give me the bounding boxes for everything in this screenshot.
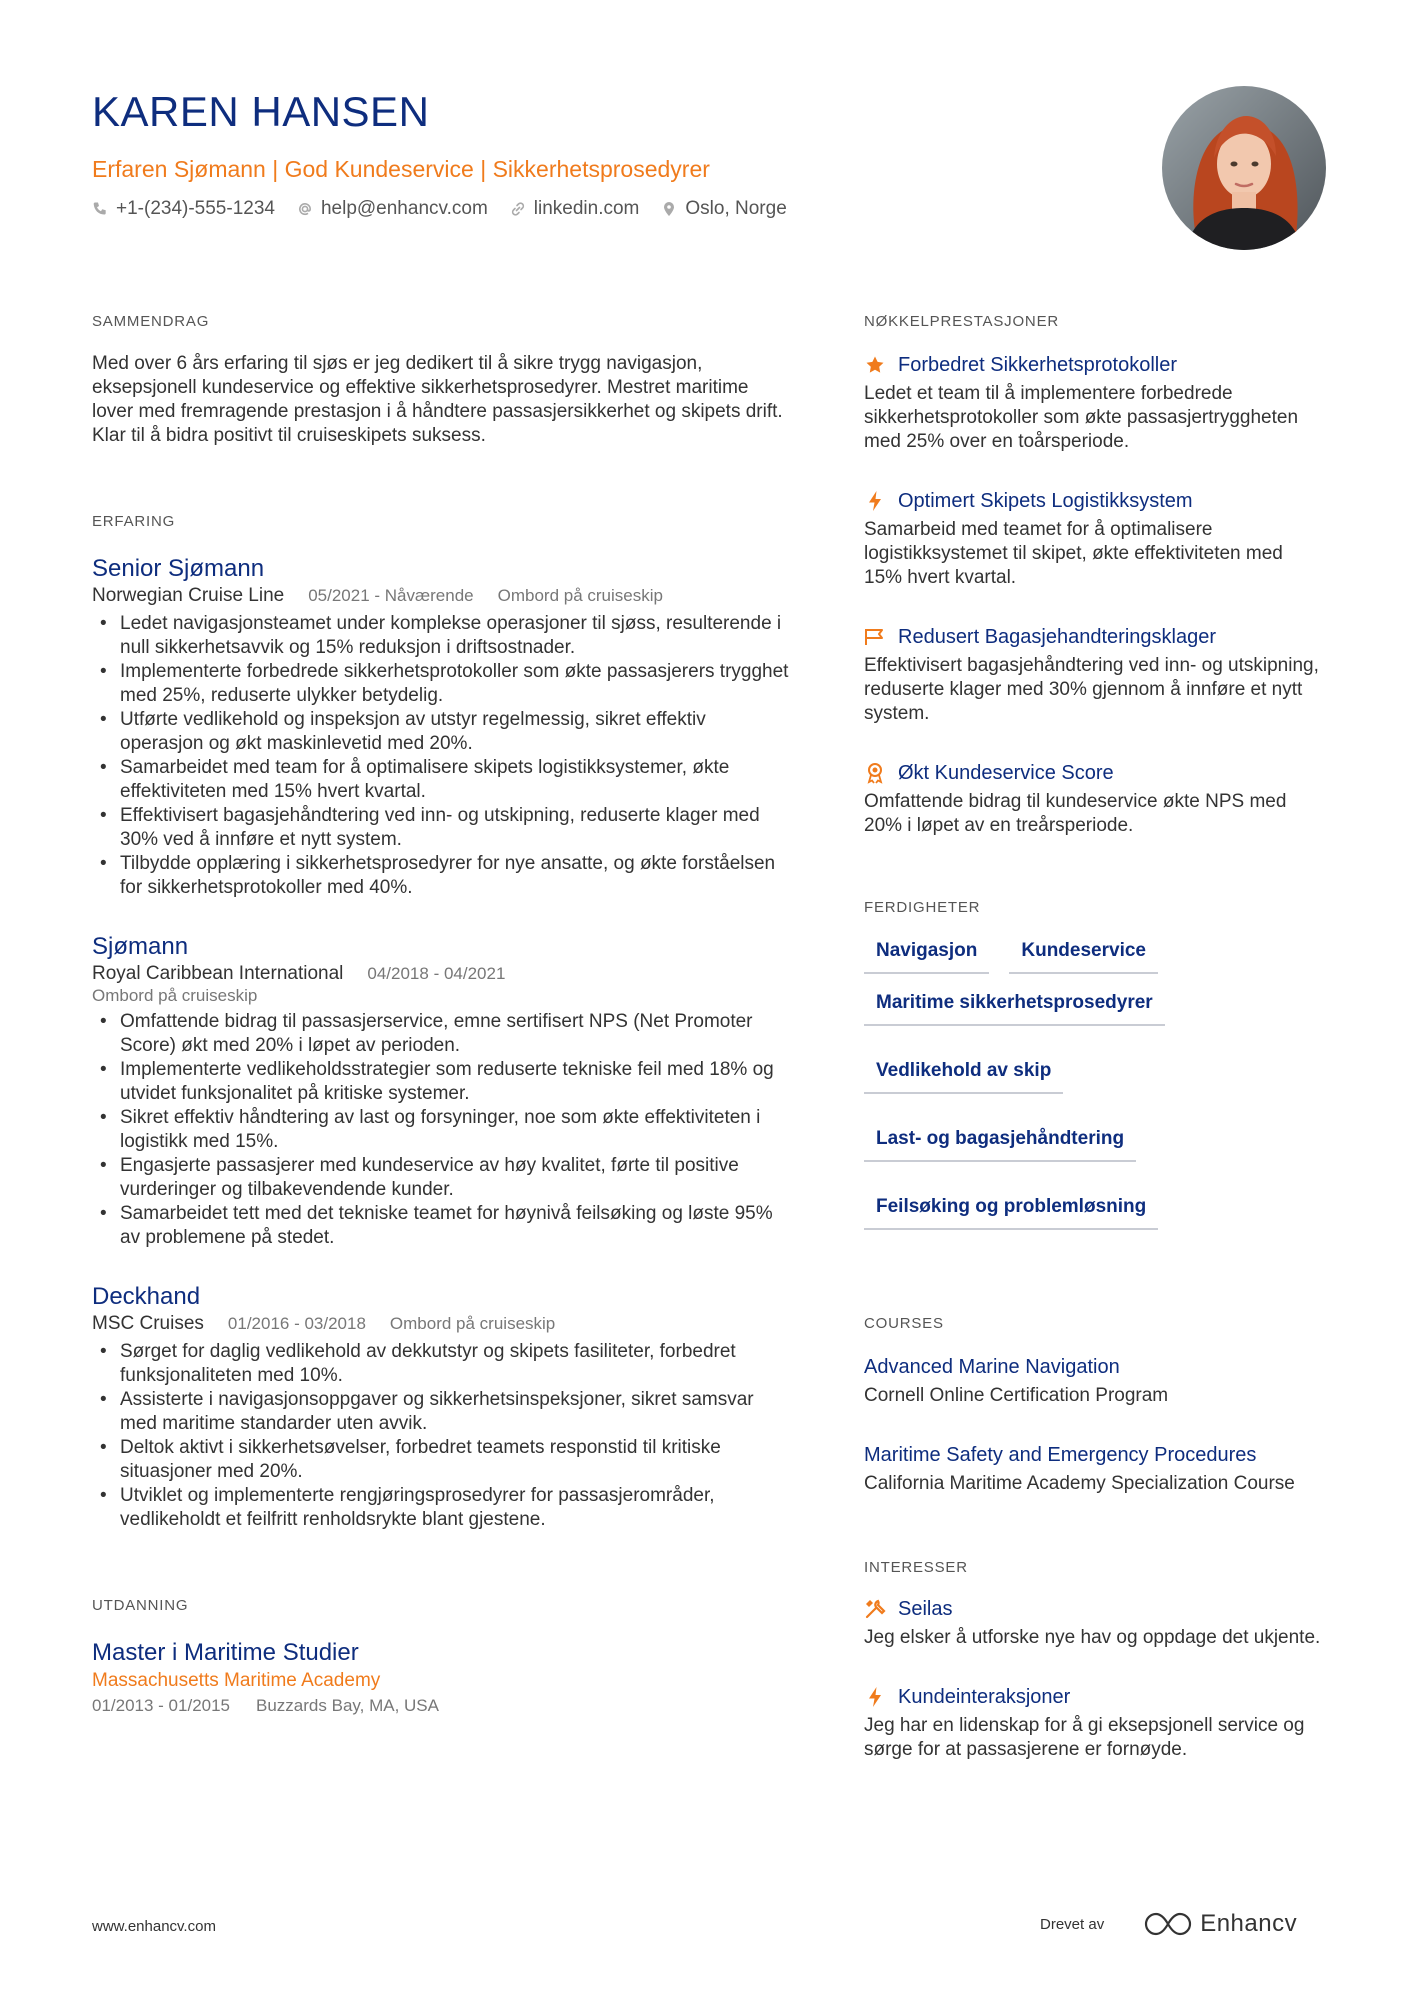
achievement-text: Samarbeid med teamet for å optimalisere logistikksystemet til skipet, økte effektiviteten med 15% hvert kvartal. [864, 519, 1283, 588]
tools-icon [864, 1598, 886, 1620]
list-item: • Sørget for daglig vedlikehold av dekkutstyr og skipets fasiliteter, forbedret funksjonaliteten med 10%. [92, 1340, 792, 1388]
flag-icon [864, 626, 886, 648]
list-item: • Utførte vedlikehold og inspeksjon av utstyr regelmessig, sikret effektiv operasjon og økt maskinlevetid med 20%. [92, 708, 792, 756]
education-heading: UTDANNING [92, 1597, 189, 1614]
job-dates: 05/2021 - Nåværende [308, 586, 474, 605]
achievement-item [864, 760, 1324, 838]
education-meta [92, 1694, 792, 1718]
footer-branding [1040, 1910, 1297, 1938]
interest-title: Kundeinteraksjoner [898, 1686, 1071, 1708]
right-column [864, 312, 1324, 1762]
contact-email[interactable] [297, 198, 488, 220]
list-item: • Engasjerte passasjerer med kundeservice av høy kvalitet, førte til positive vurderinger og tilbakevendende kunder. [92, 1154, 792, 1202]
achievement-item [864, 488, 1324, 590]
course-title: Maritime Safety and Emergency Procedures [864, 1444, 1257, 1466]
company: Royal Caribbean International [92, 963, 344, 984]
job-location: Ombord på cruiseskip [497, 586, 663, 605]
star-icon [864, 354, 886, 376]
tagline: Erfaren Sjømann | God Kundeservice | Sikkerhetsprosedyrer [92, 156, 710, 182]
skills-list [864, 938, 1324, 1230]
interest-item [864, 1684, 1324, 1762]
course-provider: California Maritime Academy Specialization Course [864, 1473, 1295, 1494]
job-bullets [92, 1340, 792, 1532]
education-location: Buzzards Bay, MA, USA [256, 1696, 439, 1715]
job-meta [92, 584, 792, 608]
achievement-item [864, 624, 1324, 726]
achievement-title: Forbedret Sikkerhetsprotokoller [898, 354, 1178, 376]
school: Massachusetts Maritime Academy [92, 1670, 381, 1691]
achievement-text: Ledet et team til å implementere forbedrede sikkerhetsprotokoller som økte passasjertryggheten med 25% over en toårsperiode. [864, 383, 1299, 452]
list-item: • Assisterte i navigasjonsoppgaver og sikkerhetsinspeksjoner, sikret samsvar med maritime standarder uten avvik. [92, 1388, 792, 1436]
achievement-title: Redusert Bagasjehandteringsklager [898, 626, 1216, 648]
course-item [864, 1354, 1324, 1408]
achievements-heading: NØKKELPRESTASJONER [864, 313, 1060, 330]
email-text[interactable]: help@enhancv.com [320, 198, 488, 219]
list-item: • Implementerte forbedrede sikkerhetsprotokoller som økte passasjerers trygghet med 25%, reduserte ulykker betydelig. [92, 660, 792, 708]
education-dates: 01/2013 - 01/2015 [92, 1696, 231, 1715]
list-item: • Ledet navigasjonsteamet under komplekse operasjoner til sjøss, resulterende i null sikkerhetsavvik og 15% reduksjon i driftsostnader. [92, 612, 792, 660]
list-item: • Effektivisert bagasjehåndtering ved inn- og utskipning, reduserte klager med 30% ved å innføre et nytt system. [92, 804, 792, 852]
contact-location [661, 198, 786, 220]
award-icon [864, 762, 886, 784]
interests-heading: INTERESSER [864, 1559, 968, 1576]
achievement-text: Omfattende bidrag til kundeservice økte NPS med 20% i løpet av en treårsperiode. [864, 791, 1287, 836]
list-item: • Samarbeidet med team for å optimalisere skipets logistikksystemer, økte effektiviteten med 15% hvert kvartal. [92, 756, 792, 804]
skill-tag: Last- og bagasjehåndtering [864, 1126, 1136, 1162]
skill-tag: Feilsøking og problemløsning [864, 1194, 1158, 1230]
contact-bar [92, 198, 1092, 220]
list-item: • Omfattende bidrag til passasjerservice, emne sertifisert NPS (Net Promoter Score) økt med 20% i løpet av perioden. [92, 1010, 792, 1058]
course-provider: Cornell Online Certification Program [864, 1385, 1169, 1406]
courses-heading: COURSES [864, 1315, 944, 1332]
list-item: • Tilbydde opplæring i sikkerhetsprosedyrer for nye ansatte, og økte forståelsen for sikkerhetsprotokoller med 40%. [92, 852, 792, 900]
achievement-text: Effektivisert bagasjehåndtering ved inn- og utskipning, reduserte klager med 30% gjennom å innføre et nytt system. [864, 655, 1319, 724]
enhancv-logo-icon [1144, 1911, 1192, 1937]
job-bullets [92, 612, 792, 900]
list-item: • Samarbeidet tett med det tekniske teamet for høynivå feilsøking og løste 95% av problemene på stedet. [92, 1202, 792, 1250]
interest-text: Jeg elsker å utforske nye hav og oppdage det ukjente. [864, 1627, 1321, 1648]
degree: Master i Maritime Studier [92, 1639, 359, 1666]
contact-linkedin[interactable] [510, 198, 640, 220]
job-entry [92, 554, 792, 900]
course-item [864, 1442, 1324, 1496]
job-meta [92, 962, 792, 986]
location-text: Oslo, Norge [685, 198, 787, 219]
job-title: Senior Sjømann [92, 555, 265, 582]
phone-icon [92, 201, 108, 217]
contact-phone [92, 198, 275, 220]
job-dates: 04/2018 - 04/2021 [367, 964, 506, 983]
experience-heading: ERFARING [92, 513, 176, 530]
job-title: Sjømann [92, 933, 189, 960]
company: MSC Cruises [92, 1313, 204, 1334]
skill-tag: Kundeservice [1009, 938, 1158, 974]
list-item: • Sikret effektiv håndtering av last og forsyninger, noe som økte effektiviteten i logistikk med 15%. [92, 1106, 792, 1154]
achievement-item [864, 352, 1324, 454]
list-item: • Implementerte vedlikeholdsstrategier som reduserte tekniske feil med 18% og utvidet funksjonalitet på kritiske systemer. [92, 1058, 792, 1106]
job-dates: 01/2016 - 03/2018 [227, 1314, 366, 1333]
avatar [1162, 86, 1326, 250]
course-title: Advanced Marine Navigation [864, 1356, 1120, 1378]
candidate-name: KAREN HANSEN [92, 88, 430, 135]
summary-text: Med over 6 års erfaring til sjøs er jeg dedikert til å sikre trygg navigasjon, eksepsjonell kundeservice og effektive sikkerhetsprosedyrer. Mestret maritime lover med fremragende prestasjon i å håndtere passasjersikkerhet og skipets drift. Klar til å bidra positivt til cruiseskipets suksess. [92, 353, 783, 446]
job-entry [92, 1282, 792, 1532]
bolt-icon [864, 490, 886, 512]
skill-tag: Vedlikehold av skip [864, 1058, 1063, 1094]
at-icon [297, 201, 313, 217]
bolt-icon [864, 1686, 886, 1708]
job-meta [92, 1312, 792, 1336]
interest-text: Jeg har en lidenskap for å gi eksepsjonell service og sørge for at passasjerene er fornøyde. [864, 1715, 1305, 1760]
left-column [92, 312, 792, 1718]
achievement-title: Optimert Skipets Logistikksystem [898, 490, 1193, 512]
brand-logo[interactable] [1144, 1910, 1297, 1938]
skills-heading: FERDIGHETER [864, 899, 981, 916]
job-entry [92, 932, 792, 1250]
job-location: Ombord på cruiseskip [92, 986, 258, 1005]
footer-website[interactable]: www.enhancv.com [92, 1918, 216, 1935]
job-title: Deckhand [92, 1283, 201, 1310]
interest-title: Seilas [898, 1598, 953, 1620]
interest-item [864, 1596, 1324, 1650]
summary-heading: SAMMENDRAG [92, 313, 210, 330]
powered-by-label: Drevet av [1040, 1915, 1105, 1933]
phone-text: +1-(234)-555-1234 [116, 198, 275, 219]
company: Norwegian Cruise Line [92, 585, 285, 606]
list-item: • Deltok aktivt i sikkerhetsøvelser, forbedret teamets responstid til kritiske situasjoner med 20%. [92, 1436, 792, 1484]
list-item: • Utviklet og implementerte rengjøringsprosedyrer for passasjerområder, vedlikeholdt et feilfritt renholdsrykte blant gjestene. [92, 1484, 792, 1532]
skill-tag: Navigasjon [864, 938, 989, 974]
location-pin-icon [661, 201, 677, 217]
resume-header [92, 84, 1092, 220]
job-location: Ombord på cruiseskip [389, 1314, 556, 1333]
job-bullets [92, 1010, 792, 1250]
skill-tag: Maritime sikkerhetsprosedyrer [864, 990, 1165, 1026]
linkedin-text[interactable]: linkedin.com [533, 198, 640, 219]
link-icon [510, 201, 526, 217]
achievement-title: Økt Kundeservice Score [898, 762, 1114, 784]
brand-name: Enhancv [1200, 1910, 1298, 1937]
